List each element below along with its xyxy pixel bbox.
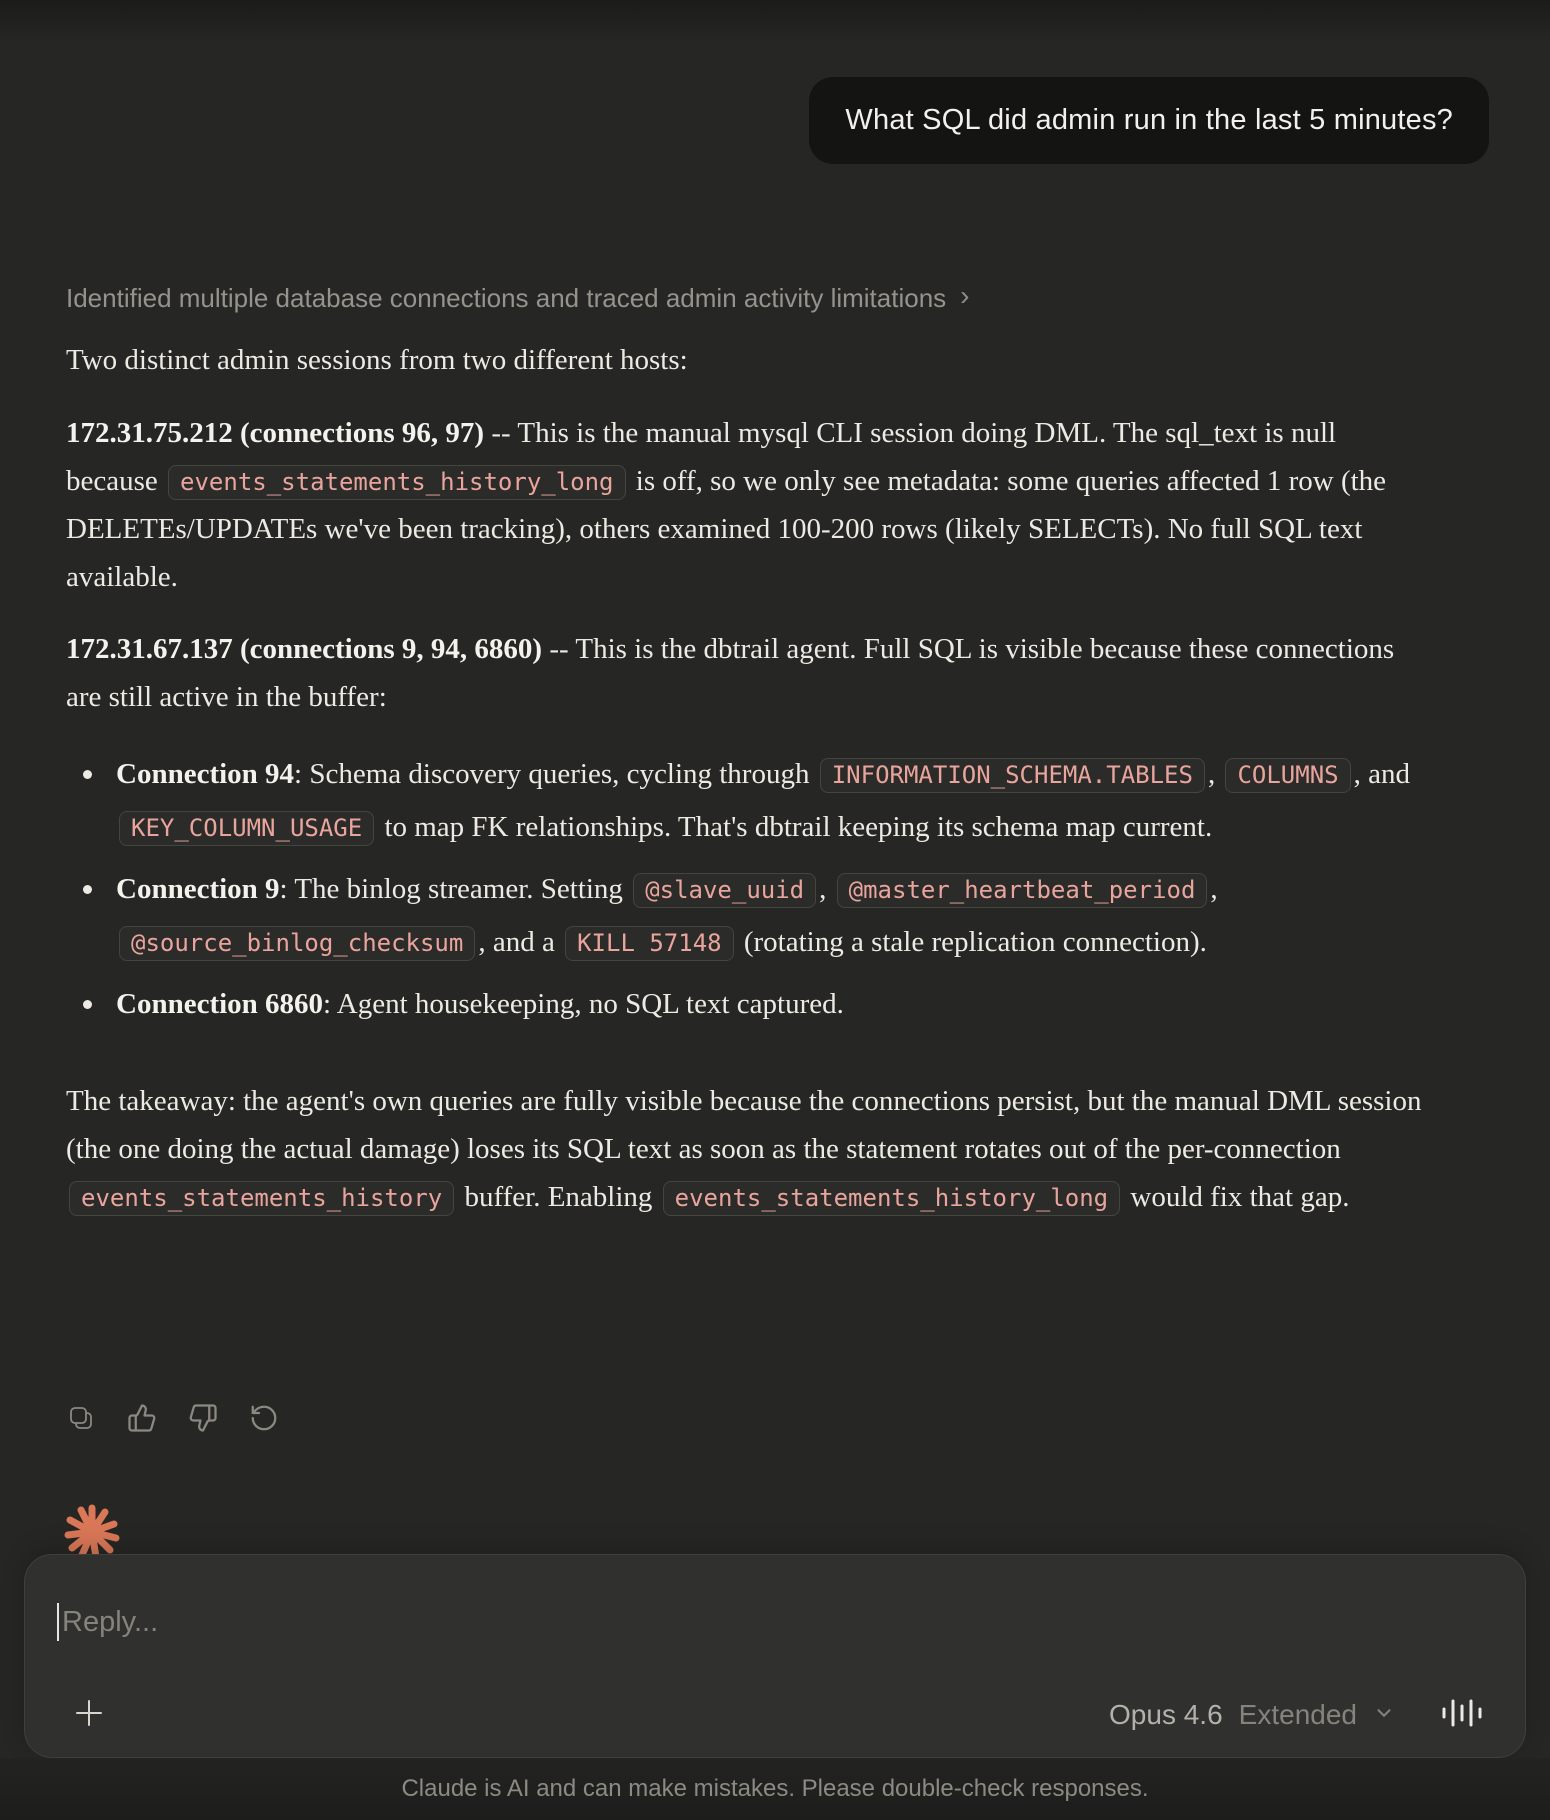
- thumbs-down-button[interactable]: [184, 1401, 222, 1439]
- chevron-down-icon: [1373, 1699, 1395, 1731]
- segment-text: : Agent housekeeping, no SQL text captured.: [323, 988, 844, 1020]
- voice-input-button[interactable]: [1439, 1693, 1485, 1738]
- segment-code: KILL 57148: [565, 926, 734, 961]
- attach-button[interactable]: [69, 1695, 109, 1735]
- segment-text: : Schema discovery queries, cycling through: [294, 758, 817, 790]
- segment-bold: Connection 94: [116, 758, 295, 790]
- segment-code: events_statements_history: [69, 1181, 454, 1216]
- response-paragraph: [66, 625, 1434, 721]
- user-message-text: What SQL did admin run in the last 5 minutes?: [845, 104, 1453, 136]
- response-takeaway: [66, 1077, 1434, 1221]
- segment-code: KEY_COLUMN_USAGE: [119, 811, 374, 846]
- reply-placeholder: Reply...: [62, 1605, 159, 1638]
- segment-bold: 172.31.67.137 (connections 9, 94, 6860): [66, 633, 543, 665]
- segment-text: buffer. Enabling: [457, 1181, 660, 1213]
- copy-button[interactable]: [62, 1401, 100, 1439]
- segment-code: INFORMATION_SCHEMA.TABLES: [820, 758, 1205, 793]
- segment-text: to map FK relationships. That's dbtrail keeping its schema map current.: [377, 811, 1213, 843]
- reply-input[interactable]: [57, 1603, 1493, 1641]
- response-intro: Two distinct admin sessions from two different hosts:: [66, 344, 688, 376]
- segment-text: , and a: [478, 926, 563, 958]
- thumbs-down-icon: [188, 1403, 218, 1438]
- segment-code: @source_binlog_checksum: [119, 926, 475, 961]
- connection-list: [66, 748, 1434, 1031]
- segment-text: (rotating a stale replication connection).: [736, 926, 1207, 958]
- top-fade: [0, 0, 1550, 42]
- mode-label: Extended: [1238, 1699, 1357, 1730]
- segment-text: , and: [1353, 758, 1410, 790]
- segment-bold: Connection 9: [116, 873, 280, 905]
- segment-text: ,: [1207, 758, 1223, 790]
- model-label: Opus 4.6: [1109, 1699, 1223, 1730]
- reply-composer[interactable]: [24, 1554, 1526, 1758]
- segment-text: -- This is the manual mysql CLI session doing DML. The sql_text is null because: [66, 417, 1337, 497]
- segment-text: The takeaway: the agent's own queries are fully visible because the connections persist, but the manual DML session (the one doing the actual damage) loses its SQL text as soon as the statement rotates out of the per-connection: [66, 1085, 1422, 1165]
- text-caret: [57, 1603, 59, 1641]
- assistant-response: [66, 336, 1434, 1221]
- segment-code: COLUMNS: [1225, 758, 1350, 793]
- message-actions: [62, 1401, 283, 1439]
- thinking-summary-label: Identified multiple database connections and traced admin activity limitations: [66, 282, 947, 313]
- thumbs-up-icon: [127, 1403, 157, 1438]
- composer-toolbar: [69, 1695, 1485, 1735]
- list-item: [116, 863, 1434, 969]
- retry-icon: [249, 1403, 279, 1438]
- response-paragraph: [66, 409, 1434, 601]
- retry-button[interactable]: [245, 1401, 283, 1439]
- segment-code: @master_heartbeat_period: [837, 873, 1208, 908]
- segment-text: -- This is the dbtrail agent. Full SQL is visible because these connections are still active in the buffer:: [66, 633, 1395, 713]
- copy-icon: [65, 1402, 97, 1439]
- footer-disclaimer-bar: [0, 1758, 1550, 1820]
- footer-disclaimer: Claude is AI and can make mistakes. Please double-check responses.: [401, 1775, 1149, 1802]
- segment-code: events_statements_history_long: [168, 465, 625, 500]
- segment-text: would fix that gap.: [1123, 1181, 1350, 1213]
- waveform-icon: [1439, 1693, 1485, 1738]
- segment-text: is off, so we only see metadata: some queries affected 1 row (the DELETEs/UPDATEs we've been tracking), others examined 100-200 rows (likely SELECTs). No full SQL text available.: [66, 465, 1387, 593]
- segment-code: events_statements_history_long: [663, 1181, 1120, 1216]
- segment-bold: Connection 6860: [116, 988, 324, 1020]
- segment-text: ,: [1210, 873, 1218, 905]
- list-item: [116, 978, 1434, 1031]
- list-item: [116, 748, 1434, 854]
- segment-text: : The binlog streamer. Setting: [279, 873, 631, 905]
- segment-bold: 172.31.75.212 (connections 96, 97): [66, 417, 485, 449]
- segment-text: ,: [819, 873, 834, 905]
- thinking-summary-toggle[interactable]: [66, 282, 969, 314]
- user-message-bubble: [809, 77, 1489, 164]
- segment-code: @slave_uuid: [633, 873, 816, 908]
- chevron-right-icon: ›: [960, 280, 970, 311]
- model-selector[interactable]: [1109, 1699, 1395, 1731]
- plus-icon: [73, 1697, 105, 1734]
- thumbs-up-button[interactable]: [123, 1401, 161, 1439]
